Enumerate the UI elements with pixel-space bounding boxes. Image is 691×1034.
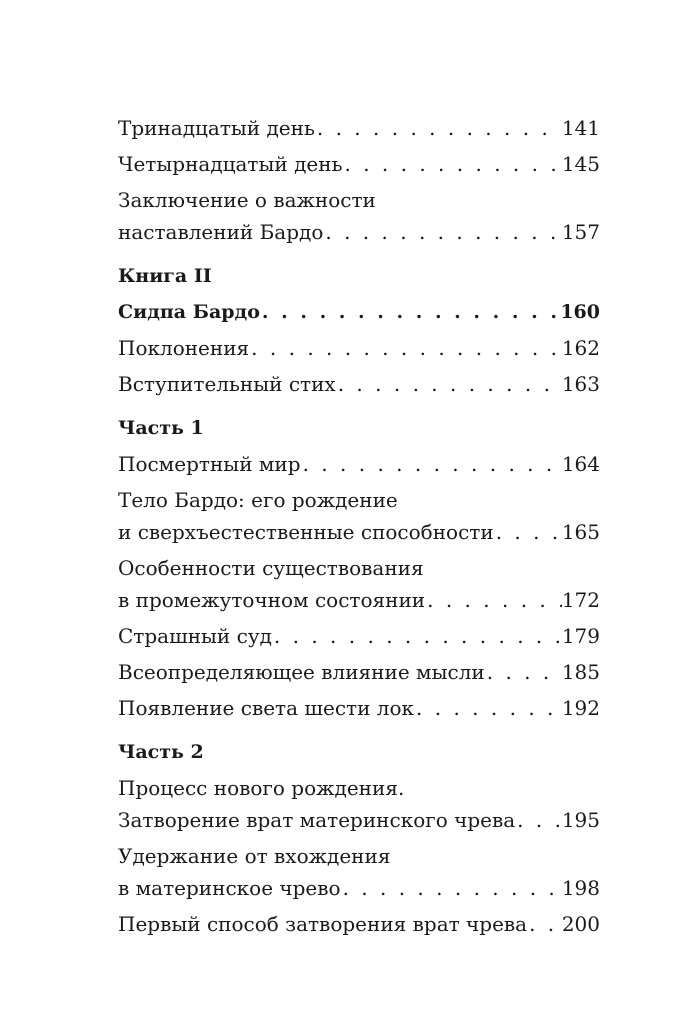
- toc-entry-title: Четырнадцатый день: [118, 152, 343, 176]
- toc-entry-multiline: [118, 552, 600, 616]
- toc-leader-dots: [485, 656, 562, 688]
- toc-entry-title-line1: Заключение о важности: [118, 188, 376, 212]
- toc-entry-title: Поклонения: [118, 336, 250, 360]
- toc-leader-dots: [494, 516, 562, 548]
- toc-entry-page: 165: [561, 520, 600, 544]
- table-of-contents: [118, 112, 600, 940]
- toc-entry-multiline: [118, 184, 600, 248]
- toc-entry-page: 172: [561, 588, 600, 612]
- toc-entry: [118, 692, 600, 724]
- toc-entry-page: 179: [561, 624, 600, 648]
- toc-entry-page: 162: [561, 336, 600, 360]
- toc-leader-dots: [272, 620, 562, 652]
- toc-entry-page: 185: [561, 660, 600, 684]
- toc-entry-multiline: [118, 772, 600, 836]
- toc-entry-page: 192: [561, 696, 600, 720]
- toc-leader-dots: [249, 332, 562, 364]
- toc-entry-multiline: [118, 484, 600, 548]
- toc-entry-title: Всеопределяющее влияние мысли: [118, 660, 485, 684]
- toc-leader-dots: [425, 584, 562, 616]
- toc-entry-title: Страшный суд: [118, 624, 272, 648]
- toc-leader-dots: [336, 368, 562, 400]
- section-heading-part-2: Часть 2: [118, 741, 204, 763]
- toc-leader-dots: [315, 112, 562, 144]
- toc-entry-title: Сидпа Бардо: [118, 301, 260, 323]
- toc-entry-page: 198: [561, 876, 600, 900]
- toc-leader-dots: [341, 872, 562, 904]
- toc-leader-dots: [527, 908, 562, 940]
- toc-entry-title: в материнское чрево: [118, 876, 341, 900]
- toc-leader-dots: [414, 692, 562, 724]
- section-heading-part-1: Часть 1: [118, 417, 204, 439]
- toc-entry-page: 157: [561, 220, 600, 244]
- toc-entry-page: 145: [561, 152, 600, 176]
- toc-entry-page: 200: [561, 912, 600, 936]
- toc-entry-page: 160: [560, 301, 600, 323]
- toc-entry-title: Посмертный мир: [118, 452, 301, 476]
- toc-leader-dots: [515, 804, 562, 836]
- toc-entry: [118, 332, 600, 364]
- toc-entry-title-line1: Тело Бардо: его рождение: [118, 488, 398, 512]
- toc-entry: [118, 620, 600, 652]
- toc-entry-bold: [118, 296, 600, 328]
- section-heading-book-2: Книга II: [118, 265, 212, 287]
- toc-entry: [118, 148, 600, 180]
- toc-entry-title: Вступительный стих: [118, 372, 336, 396]
- toc-entry-multiline: [118, 840, 600, 904]
- toc-entry-title-line1: Процесс нового рождения.: [118, 776, 405, 800]
- toc-entry-title: наставлений Бардо: [118, 220, 324, 244]
- toc-entry-title-line1: Удержание от вхождения: [118, 844, 391, 868]
- toc-leader-dots: [323, 216, 561, 248]
- toc-entry: [118, 448, 600, 480]
- toc-entry-title: Тринадцатый день: [118, 116, 315, 140]
- toc-leader-dots: [342, 148, 561, 180]
- toc-entry: [118, 112, 600, 144]
- toc-entry-page: 164: [561, 452, 600, 476]
- toc-entry-page: 163: [561, 372, 600, 396]
- toc-entry-title: Затворение врат материнского чрева: [118, 808, 516, 832]
- toc-entry-title: Появление света шести лок: [118, 696, 415, 720]
- toc-entry: [118, 656, 600, 688]
- toc-entry-title: Первый способ затворения врат чрева: [118, 912, 528, 936]
- toc-entry: [118, 368, 600, 400]
- toc-entry-page: 141: [561, 116, 600, 140]
- toc-entry-title: в промежуточном состоянии: [118, 588, 426, 612]
- toc-leader-dots: [260, 296, 560, 328]
- toc-entry: [118, 908, 600, 940]
- toc-leader-dots: [301, 448, 562, 480]
- toc-entry-title-line1: Особенности существования: [118, 556, 424, 580]
- toc-entry-title: и сверхъестественные способности: [118, 520, 494, 544]
- toc-entry-page: 195: [561, 808, 600, 832]
